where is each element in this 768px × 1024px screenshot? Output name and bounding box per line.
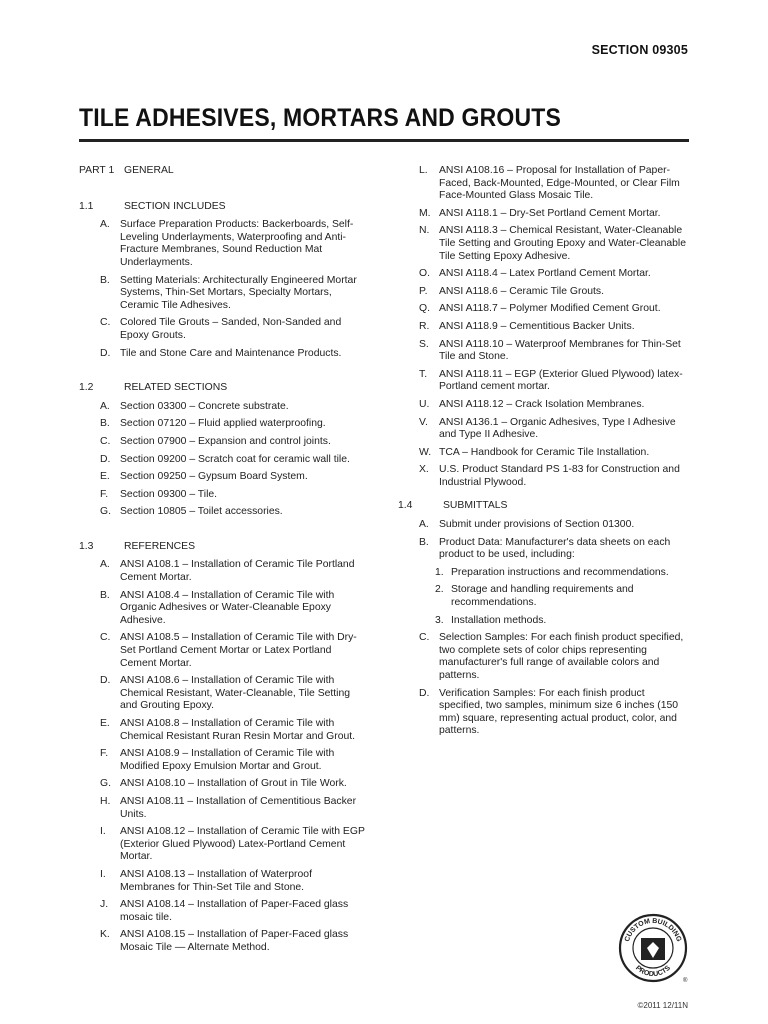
list-item bbox=[419, 464, 690, 489]
part-number: PART 1 bbox=[79, 165, 115, 176]
item-text: Product Data: Manufacturer's data sheets on each product to be used, including: bbox=[439, 536, 671, 561]
sub-item-text: Storage and handling requirements and recommendations. bbox=[451, 584, 634, 609]
list-item bbox=[419, 688, 690, 738]
item-letter: I. bbox=[100, 868, 106, 880]
item-text: Section 07120 – Fluid applied waterproofing. bbox=[120, 418, 326, 430]
item-text: ANSI A108.15 – Installation of Paper-Faced glass Mosaic Tile — Alternate Method. bbox=[120, 929, 349, 953]
item-text: ANSI A108.9 – Installation of Ceramic Tile with Modified Epoxy Emulsion Mortar and Grout. bbox=[120, 748, 335, 772]
item-letter: H. bbox=[100, 795, 111, 807]
item-letter: A. bbox=[100, 400, 110, 412]
title-rule bbox=[79, 139, 689, 142]
item-text: ANSI A108.8 – Installation of Ceramic Tile with Chemical Resistant Ruran Resin Mortar and Grout. bbox=[120, 718, 356, 742]
section-heading-label: REFERENCES bbox=[124, 540, 196, 552]
list-item bbox=[100, 436, 369, 449]
left-column bbox=[79, 165, 369, 960]
item-letter: W. bbox=[419, 446, 432, 458]
section-heading bbox=[79, 541, 369, 554]
list-item bbox=[419, 339, 690, 364]
registered-mark: ® bbox=[683, 978, 688, 984]
list-item bbox=[100, 317, 369, 342]
item-letter: Q. bbox=[419, 303, 430, 315]
section-number-label: 1.1 bbox=[79, 200, 94, 212]
section-number-label: 1.4 bbox=[398, 500, 413, 512]
item-letter: F. bbox=[100, 748, 109, 760]
item-text: Surface Preparation Products: Backerboards, Self-Leveling Underlayments, Waterproofing and Anti-Fracture Membranes, Sound Reduction Mat Underlayments. bbox=[120, 219, 354, 268]
references-continued bbox=[398, 165, 690, 489]
list-item bbox=[419, 537, 690, 562]
item-letter: T. bbox=[419, 368, 428, 380]
submittal-items bbox=[398, 519, 690, 738]
item-text: ANSI A108.11 – Installation of Cementitious Backer Units. bbox=[120, 795, 357, 820]
sub-list-item bbox=[435, 567, 690, 580]
item-letter: E. bbox=[100, 718, 110, 729]
item-text: ANSI A108.4 – Installation of Ceramic Tile with Organic Adhesives or Water-Cleanable Epoxy Adhesive. bbox=[120, 589, 335, 626]
item-text: ANSI A118.11 – EGP (Exterior Glued Plywood) latex-Portland cement mortar. bbox=[439, 368, 683, 393]
item-text: ANSI A118.7 – Polymer Modified Cement Grout. bbox=[439, 303, 661, 315]
list-item bbox=[100, 826, 369, 864]
item-text: Tile and Stone Care and Maintenance Products. bbox=[120, 347, 342, 359]
sub-item-text: Installation methods. bbox=[451, 614, 547, 626]
item-text: Colored Tile Grouts – Sanded, Non-Sanded and Epoxy Grouts. bbox=[120, 317, 342, 341]
sub-item-number: 1. bbox=[435, 566, 444, 578]
section-heading-label: SECTION INCLUDES bbox=[124, 200, 226, 212]
section-heading-label: SUBMITTALS bbox=[443, 500, 508, 512]
section-heading bbox=[79, 382, 369, 395]
item-letter: D. bbox=[100, 675, 111, 687]
list-item bbox=[419, 399, 690, 412]
list-item bbox=[100, 796, 369, 821]
item-letter: L. bbox=[419, 165, 428, 176]
list-item bbox=[100, 869, 369, 894]
section-heading bbox=[79, 201, 369, 214]
list-item bbox=[100, 454, 369, 467]
item-letter: I. bbox=[100, 826, 106, 838]
list-item bbox=[419, 286, 690, 299]
list-item bbox=[100, 718, 369, 743]
sub-list-item bbox=[435, 615, 690, 628]
item-text: ANSI A118.10 – Waterproof Membranes for Thin-Set Tile and Stone. bbox=[439, 338, 681, 363]
list-item bbox=[100, 778, 369, 791]
item-text: Section 09200 – Scratch coat for ceramic wall tile. bbox=[120, 453, 350, 465]
page-title: TILE ADHESIVES, MORTARS AND GROUTS bbox=[79, 104, 562, 132]
list-item bbox=[419, 303, 690, 316]
item-letter: B. bbox=[100, 274, 110, 286]
list-item bbox=[100, 401, 369, 414]
item-letter: B. bbox=[419, 536, 429, 548]
item-letter: A. bbox=[100, 559, 110, 571]
item-letter: E. bbox=[100, 471, 110, 483]
item-text: ANSI A108.13 – Installation of Waterproof Membranes for Thin-Set Tile and Stone. bbox=[120, 868, 312, 893]
item-text: Section 09300 – Tile. bbox=[120, 488, 218, 500]
item-text: ANSI A108.1 – Installation of Ceramic Tile Portland Cement Mortar. bbox=[120, 559, 355, 584]
list-item bbox=[419, 165, 690, 203]
item-letter: C. bbox=[100, 317, 111, 329]
item-text: U.S. Product Standard PS 1-83 for Construction and Industrial Plywood. bbox=[439, 464, 680, 488]
list-item bbox=[419, 417, 690, 442]
item-letter: C. bbox=[100, 632, 111, 644]
item-letter: D. bbox=[100, 347, 111, 359]
item-letter: R. bbox=[419, 320, 430, 332]
logo-text-top: CUSTOM BUILDING bbox=[623, 917, 683, 943]
item-text: ANSI A118.4 – Latex Portland Cement Mortar. bbox=[439, 268, 651, 280]
item-letter: X. bbox=[419, 464, 429, 476]
sub-item-text: Preparation instructions and recommendations. bbox=[451, 566, 669, 578]
section-heading-submittals bbox=[398, 500, 690, 513]
item-letter: D. bbox=[419, 687, 430, 699]
item-text: Section 10805 – Toilet accessories. bbox=[120, 506, 283, 518]
item-text: ANSI A108.14 – Installation of Paper-Faced glass mosaic tile. bbox=[120, 899, 349, 923]
item-text: Section 09250 – Gypsum Board System. bbox=[120, 471, 308, 483]
section-number: SECTION 09305 bbox=[591, 43, 688, 57]
list-item bbox=[100, 559, 369, 584]
item-letter: G. bbox=[100, 506, 111, 518]
item-letter: V. bbox=[419, 416, 428, 428]
list-item bbox=[100, 748, 369, 773]
sub-item-number: 2. bbox=[435, 584, 444, 596]
item-letter: K. bbox=[100, 929, 110, 941]
item-letter: A. bbox=[419, 519, 429, 531]
list-item bbox=[419, 208, 690, 221]
item-letter: J. bbox=[100, 899, 109, 911]
left-sections bbox=[79, 184, 369, 955]
item-text: ANSI A108.16 – Proposal for Installation of Paper-Faced, Back-Mounted, Edge-Mounted, or Clear Film Face-Mounted Glass Mosaic Tile. bbox=[439, 165, 680, 202]
item-text: ANSI A108.10 – Installation of Grout in Tile Work. bbox=[120, 778, 347, 790]
item-letter: B. bbox=[100, 589, 110, 601]
item-letter: S. bbox=[419, 338, 429, 350]
item-letter: A. bbox=[100, 219, 110, 231]
part-heading bbox=[79, 165, 369, 178]
custom-building-products-logo bbox=[617, 912, 689, 984]
list-item bbox=[100, 506, 369, 519]
list-item bbox=[100, 632, 369, 670]
list-item bbox=[100, 929, 369, 954]
item-text: ANSI A118.1 – Dry-Set Portland Cement Mortar. bbox=[439, 207, 661, 219]
section-number-label: 1.2 bbox=[79, 382, 94, 394]
list-item bbox=[419, 321, 690, 334]
item-text: TCA – Handbook for Ceramic Tile Installation. bbox=[439, 446, 650, 458]
sub-item-number: 3. bbox=[435, 614, 444, 626]
list-item bbox=[100, 489, 369, 502]
right-column bbox=[398, 165, 690, 743]
item-letter: U. bbox=[419, 398, 430, 410]
list-item bbox=[100, 471, 369, 484]
section-heading-label: RELATED SECTIONS bbox=[124, 382, 228, 394]
item-letter: C. bbox=[419, 632, 430, 644]
item-text: Verification Samples: For each finish product specified, two samples, minimum size 6 inches (150 mm) square, representing actual product, color, and patterns. bbox=[439, 687, 679, 737]
item-text: ANSI A118.6 – Ceramic Tile Grouts. bbox=[439, 285, 604, 297]
footer-copyright: ©2011 12/11N bbox=[637, 1001, 688, 1010]
part-label: GENERAL bbox=[124, 165, 174, 176]
list-item bbox=[100, 275, 369, 313]
item-letter: B. bbox=[100, 418, 110, 430]
item-text: ANSI A136.1 – Organic Adhesives, Type I Adhesive and Type II Adhesive. bbox=[439, 416, 676, 441]
item-text: Submit under provisions of Section 01300. bbox=[439, 519, 635, 531]
item-text: Section 07900 – Expansion and control joints. bbox=[120, 435, 331, 447]
item-letter: N. bbox=[419, 225, 430, 237]
list-item bbox=[100, 219, 369, 269]
list-item bbox=[419, 519, 690, 532]
list-item bbox=[100, 418, 369, 431]
item-text: Section 03300 – Concrete substrate. bbox=[120, 400, 289, 412]
list-item bbox=[100, 348, 369, 361]
list-item bbox=[419, 632, 690, 682]
item-text: ANSI A108.12 – Installation of Ceramic Tile with EGP (Exterior Glued Plywood) Latex-Portland Cement Mortar. bbox=[120, 826, 365, 863]
item-letter: O. bbox=[419, 268, 430, 280]
item-text: ANSI A108.5 – Installation of Ceramic Tile with Dry-Set Portland Cement Mortar or Latex Portland Cement Mortar. bbox=[120, 632, 357, 669]
item-letter: P. bbox=[419, 285, 428, 297]
item-text: ANSI A118.12 – Crack Isolation Membranes. bbox=[439, 398, 645, 410]
item-letter: G. bbox=[100, 778, 111, 790]
list-item bbox=[419, 225, 690, 263]
list-item bbox=[100, 899, 369, 924]
list-item bbox=[419, 369, 690, 394]
logo-text-bottom: PRODUCTS bbox=[633, 964, 673, 979]
item-letter: M. bbox=[419, 207, 431, 219]
list-item bbox=[419, 447, 690, 460]
item-text: ANSI A118.3 – Chemical Resistant, Water-Cleanable Tile Setting and Grouting Epoxy and Water-Cleanable Tile Setting Epoxy Adhesive. bbox=[439, 225, 687, 262]
item-letter: C. bbox=[100, 435, 111, 447]
item-text: Setting Materials: Architecturally Engineered Mortar Systems, Thin-Set Mortars, Specialty Mortars, Ceramic Tile Adhesives. bbox=[120, 274, 357, 311]
sub-list-item bbox=[435, 584, 690, 609]
list-item bbox=[100, 590, 369, 628]
list-item bbox=[100, 675, 369, 713]
item-text: Selection Samples: For each finish product specified, two complete sets of color chips representing manufacturer's full range of available colors and patterns. bbox=[439, 632, 684, 681]
item-text: ANSI A118.9 – Cementitious Backer Units. bbox=[439, 320, 635, 332]
item-text: ANSI A108.6 – Installation of Ceramic Tile with Chemical Resistant, Water-Cleanable, Tile Setting and Grouting Epoxy. bbox=[120, 675, 351, 712]
item-letter: D. bbox=[100, 453, 111, 465]
item-letter: F. bbox=[100, 488, 109, 500]
list-item bbox=[419, 268, 690, 281]
section-number-label: 1.3 bbox=[79, 540, 94, 552]
